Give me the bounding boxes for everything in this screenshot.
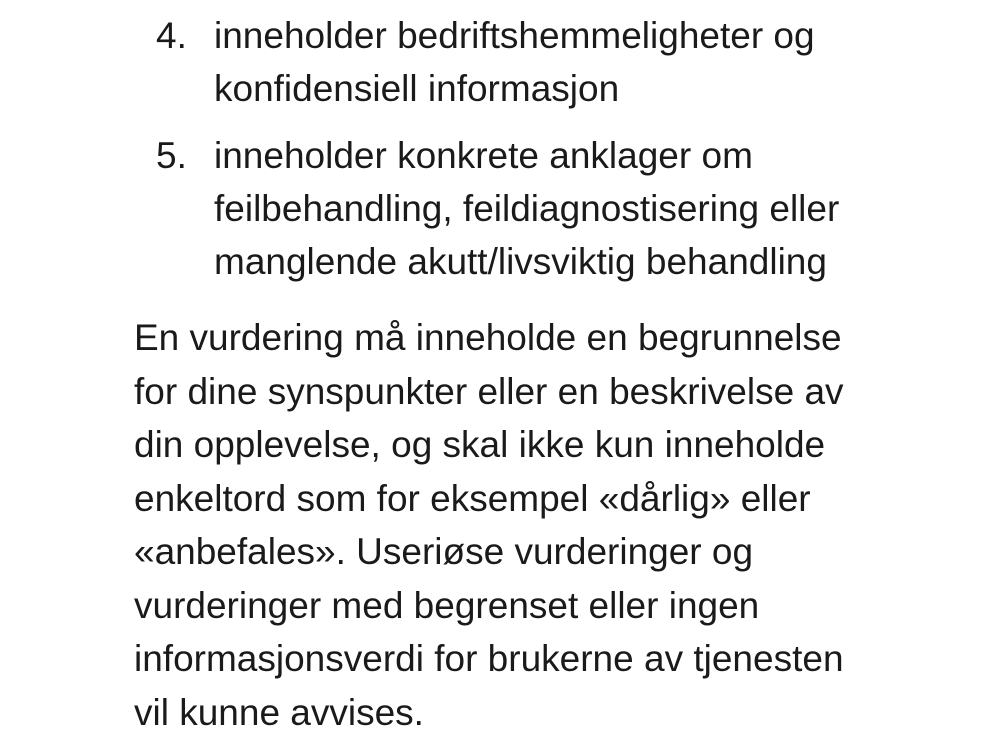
text-line: konfidensiell informasjon xyxy=(214,68,620,109)
text-line: inneholder bedriftshemmeligheter og xyxy=(214,15,815,56)
guidelines-content xyxy=(134,0,964,739)
rules-list xyxy=(134,9,964,288)
text-line: vil kunne avvises. xyxy=(134,691,424,733)
list-item xyxy=(134,129,964,288)
text-line: for dine synspunkter eller en beskrivelse av xyxy=(134,370,844,412)
text-line: inneholder konkrete anklager om xyxy=(214,135,753,176)
list-item xyxy=(134,9,964,115)
list-item-text xyxy=(214,9,964,115)
text-line: informasjonsverdi for brukerne av tjenesten xyxy=(134,638,844,679)
review-requirements-paragraph xyxy=(134,311,964,739)
list-item-text xyxy=(214,129,964,288)
text-line: din opplevelse, og skal ikke kun inneholde xyxy=(134,424,826,465)
list-item-number: 4. xyxy=(156,15,187,56)
text-line: enkeltord som for eksempel «dårlig» eller xyxy=(134,477,811,519)
list-item-number: 5. xyxy=(156,135,187,176)
text-line: feilbehandling, feildiagnostisering eller xyxy=(214,188,840,229)
text-line: En vurdering må inneholde en begrunnelse xyxy=(134,317,842,358)
text-line: «anbefales». Useriøse vurderinger og xyxy=(134,531,754,572)
text-line: vurderinger med begrenset eller ingen xyxy=(134,584,760,626)
text-line: manglende akutt/livsviktig behandling xyxy=(214,241,827,282)
